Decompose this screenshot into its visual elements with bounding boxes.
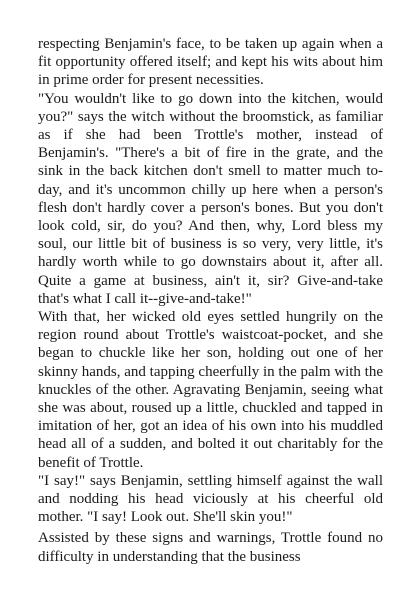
paragraph-4: "I say!" says Benjamin, settling himself against the wall and nodding his head viciously at his cheerful old mother. "I say! Look out. She'll skin you!" — [38, 472, 383, 526]
paragraph-5: Assisted by these signs and warnings, Trottle found no difficulty in understanding that the business — [38, 530, 383, 565]
document-page — [38, 35, 383, 566]
paragraph-1: respecting Benjamin's face, to be taken up again when a fit opportunity offered itself; and kept his wits about him in prime order for present necessities. — [38, 36, 383, 89]
paragraph-2: "You wouldn't like to go down into the kitchen, would you?" says the witch without the broomstick, as familiar as if she had been Trottle's mother, instead of Benjamin's. "There's a bit of fire in the grate, and the sink in the back kitchen don't smell to matter much to-day, and it's uncommon chilly up here when a person's flesh don't hardly cover a person's bones. But you don't look cold, sir, do you? And then, why, Lord bless my soul, our little bit of business is so very, very little, it's hardly worth while to go downstairs about it, after all. Quite a game at business, ain't it, sir? Give-and-take that's what I call it--give-and-take!" — [38, 90, 383, 307]
paragraph-3: With that, her wicked old eyes settled hungrily on the region round about Trottle's waistcoat-pocket, and she began to chuckle like her son, holding out one of her skinny hands, and tapping cheerfully in the palm with the knuckles of the other. Agravating Benjamin, seeing what she was about, roused up a little, chuckled and tapped in imitation of her, got an idea of his own into his muddled head all of a sudden, and bolted it out charitably for the benefit of Trottle. — [38, 309, 383, 471]
